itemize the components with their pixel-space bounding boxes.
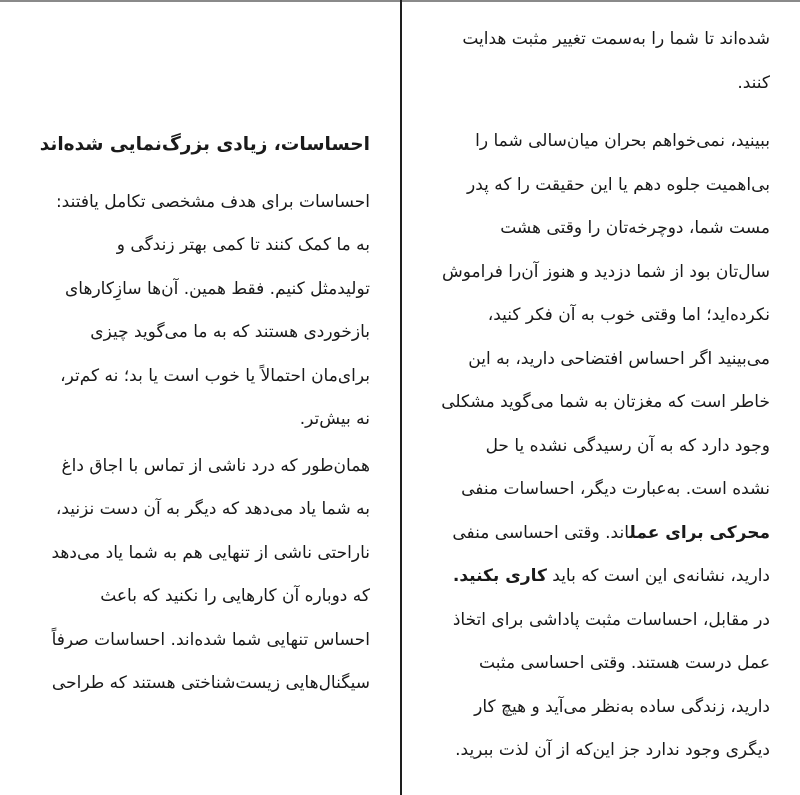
text-line: برای‌مان احتمالاً یا خوب است یا بد؛ نه کم‌تر، xyxy=(60,365,370,386)
text-line: تولیدمثل کنیم. فقط همین. آن‌ها سازِکارهای xyxy=(65,278,370,299)
text-line: عمل درست هستند. وقتی احساسی مثبت xyxy=(479,653,770,673)
text-line xyxy=(430,555,770,599)
text-line: احساس تنهایی شما شده‌اند. احساسات صرفاً xyxy=(51,629,370,650)
text-line: ببینید، نمی‌خواهم بحران میان‌سالی شما را xyxy=(475,131,770,151)
text-line: دیگری وجود ندارد جز این‌که از آن لذت ببرید. xyxy=(455,740,770,760)
section-heading: احساسات، زیادی بزرگ‌نمایی شده‌اند xyxy=(39,134,370,155)
text-line: می‌بینید اگر احساس افتضاحی دارید، به این xyxy=(468,348,770,369)
paragraph xyxy=(430,18,770,105)
text-line: وجود دارد که به آن رسیدگی نشده یا حل xyxy=(485,435,770,456)
text-line: ناراحتی ناشی از تنهایی هم به شما یاد می‌دهد xyxy=(51,542,370,563)
paragraph xyxy=(430,120,770,599)
right-page xyxy=(430,0,770,773)
text-line: همان‌طور که درد ناشی از تماس با اجاق داغ xyxy=(61,455,370,476)
text-line: نکرده‌اید؛ اما وقتی خوب به آن فکر کنید، xyxy=(487,305,770,325)
text-line: بازخوردی هستند که به ما می‌گوید چیزی xyxy=(90,322,370,342)
text-span: اند. وقتی احساسی منفی xyxy=(452,522,630,543)
paragraph xyxy=(430,599,770,773)
text-line: به شما یاد می‌دهد که دیگر به آن دست نزنید، xyxy=(55,499,370,519)
left-page xyxy=(20,0,370,706)
text-line: در مقابل، احساسات مثبت پاداشی برای اتخاذ xyxy=(452,609,770,630)
text-line: دارید، زندگی ساده به‌نظر می‌آید و هیچ کار xyxy=(474,696,770,717)
text-line: احساسات برای هدف مشخصی تکامل یافتند: xyxy=(55,191,370,212)
paragraph xyxy=(20,181,370,442)
text-line: سیگنال‌هایی زیست‌شناختی هستند که طراحی xyxy=(51,673,370,693)
page-spine-divider xyxy=(400,0,402,795)
text-line: شده‌اند تا شما را به‌سمت تغییر مثبت هدایت xyxy=(462,29,770,49)
text-line: بی‌اهمیت جلوه دهم یا این حقیقت را که پدر xyxy=(467,174,770,195)
bold-phrase: کاری بکنید. xyxy=(452,566,547,586)
text-line: نشده است. به‌عبارت دیگر، احساسات منفی xyxy=(461,479,770,499)
bold-phrase: محرکی برای عمل xyxy=(629,522,770,543)
text-line: نه بیش‌تر. xyxy=(299,409,370,429)
text-line: خاطر است که مغزتان به شما می‌گوید مشکلی xyxy=(441,392,770,412)
text-line: سال‌تان بود از شما دزدید و هنوز آن‌را فراموش xyxy=(442,261,770,282)
text-line: که دوباره آن کارهایی را نکنید که باعث xyxy=(100,586,370,606)
text-line xyxy=(430,512,770,556)
text-line: کنند. xyxy=(737,72,770,93)
paragraph xyxy=(20,445,370,706)
text-line: به ما کمک کنند تا کمی بهتر زندگی و xyxy=(116,235,370,255)
text-line: مست شما، دوچرخه‌تان را وقتی هشت xyxy=(500,218,770,238)
text-span: دارید، نشانه‌ی این است که باید xyxy=(546,566,770,586)
